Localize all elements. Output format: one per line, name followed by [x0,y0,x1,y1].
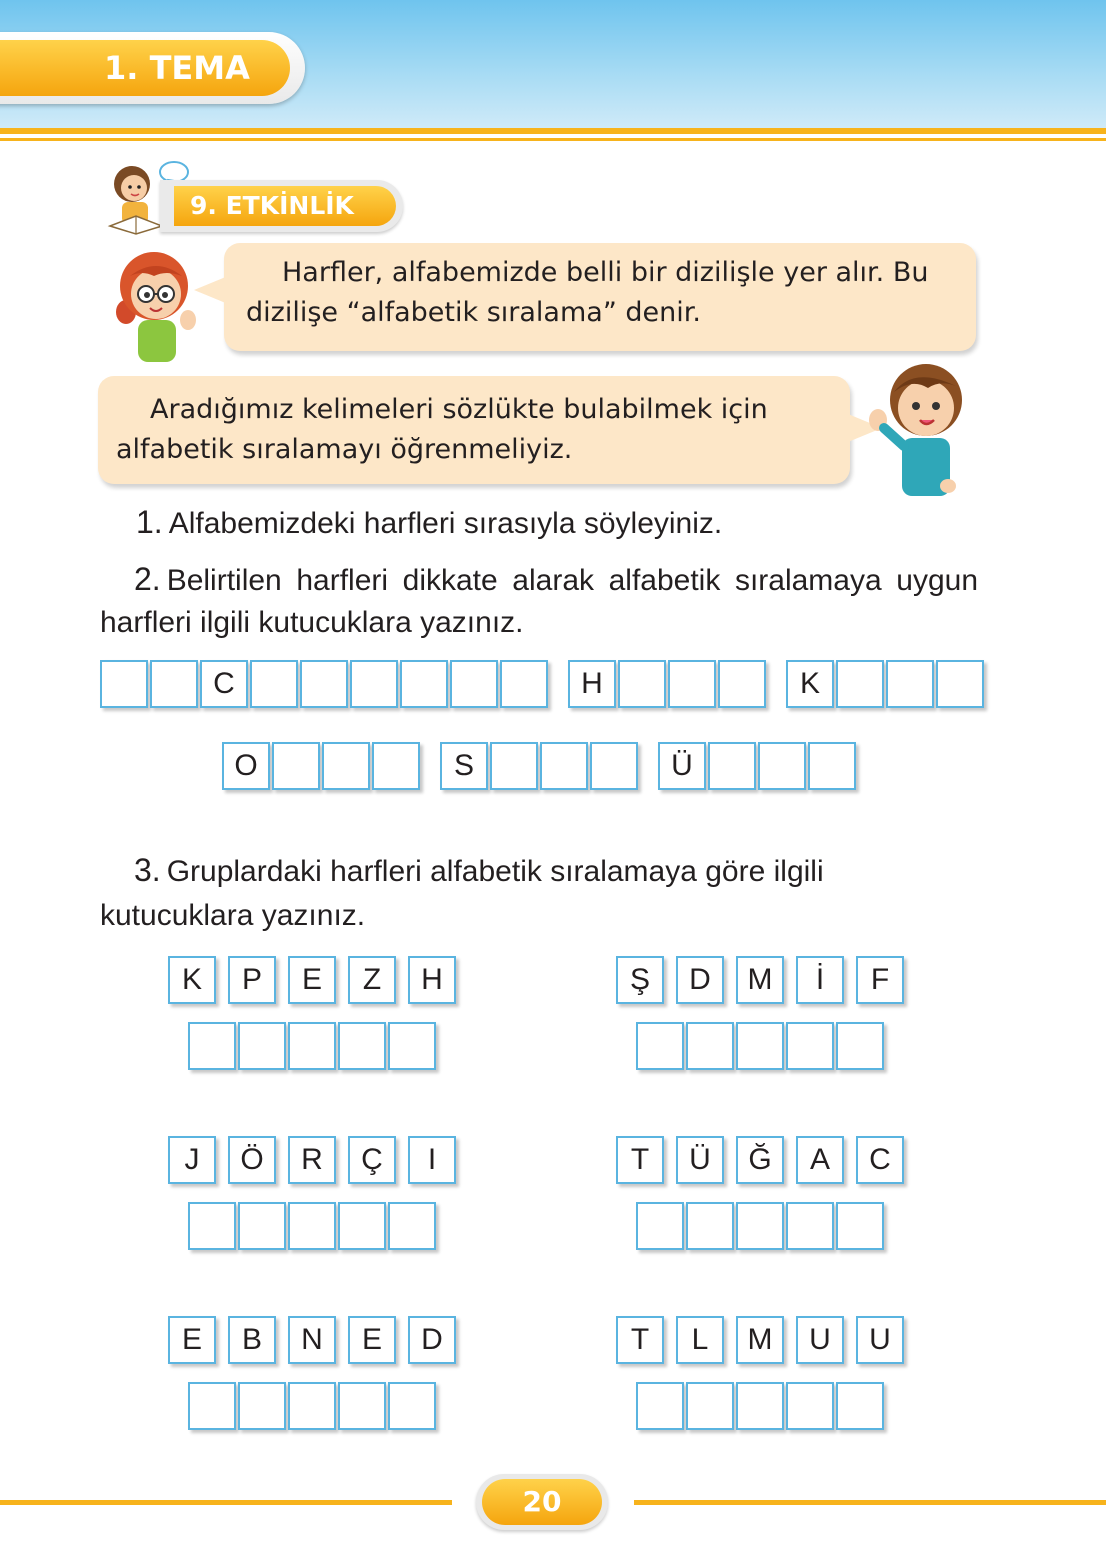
boy-speech-text: Aradığımız kelimeleri sözlükte bulabilmek için alfabetik sıralamayı öğrenmeliyiz. [116,394,768,465]
question-1-text: Alfabemizdeki harfleri sırasıyla söyleyiniz. [168,507,723,540]
group-answer-box[interactable] [238,1022,286,1070]
alphabet-blank-box[interactable] [400,660,448,708]
alphabet-blank-box[interactable] [808,742,856,790]
group-answer-box[interactable] [288,1022,336,1070]
alphabet-letter-box: C [200,660,248,708]
alphabet-letter-box: O [222,742,270,790]
header-divider-thin [0,138,1106,141]
group-answer-box[interactable] [636,1022,684,1070]
group-answer-box[interactable] [636,1382,684,1430]
group-answer-box[interactable] [238,1382,286,1430]
group-letter-box: K [168,956,216,1004]
group-answer-box[interactable] [338,1382,386,1430]
alphabet-letter-box: H [568,660,616,708]
girl-character-illustration [96,246,208,362]
group-letter-box: I [408,1136,456,1184]
activity-badge [160,180,403,232]
group-answer-box[interactable] [636,1202,684,1250]
group-answer-box[interactable] [686,1022,734,1070]
page-number-badge [476,1474,608,1530]
girl-speech-text: Harfler, alfabemizde belli bir dizilişle yer alır. Bu dizilişe “alfabetik sıralama” denir. [246,257,929,328]
alphabet-blank-box[interactable] [272,742,320,790]
group-answer-box[interactable] [388,1382,436,1430]
group-answer-box[interactable] [188,1382,236,1430]
alphabet-blank-box[interactable] [250,660,298,708]
group-answer-box[interactable] [786,1382,834,1430]
question-3-number: 3. [134,852,161,888]
question-1-number: 1. [136,504,163,540]
question-2 [100,558,978,644]
group-answer-box[interactable] [686,1382,734,1430]
alphabet-letter-box: Ü [658,742,706,790]
footer-line-right [634,1500,1106,1505]
theme-title: 1. TEMA [0,40,290,96]
group-letter-box: P [228,956,276,1004]
group-letter-box: T [616,1316,664,1364]
group-answer-box[interactable] [338,1202,386,1250]
girl-bubble-tail [194,276,228,304]
group-answer-box[interactable] [238,1202,286,1250]
group-letter-box: A [796,1136,844,1184]
alphabet-blank-box[interactable] [708,742,756,790]
group-letter-box: E [288,956,336,1004]
group-letter-box: E [168,1316,216,1364]
alphabet-blank-box[interactable] [150,660,198,708]
group-answer-box[interactable] [288,1202,336,1250]
theme-badge [0,32,305,104]
alphabet-blank-box[interactable] [450,660,498,708]
group-letter-box: T [616,1136,664,1184]
group-letter-box: Ş [616,956,664,1004]
question-3 [100,848,978,938]
page-number: 20 [482,1479,602,1525]
footer-line-left [0,1500,452,1505]
alphabet-blank-box[interactable] [300,660,348,708]
alphabet-blank-box[interactable] [350,660,398,708]
group-letter-box: M [736,1316,784,1364]
boy-character-illustration [864,358,976,498]
group-answer-box[interactable] [786,1022,834,1070]
activity-title: 9. ETKİNLİK [174,186,396,226]
group-answer-box[interactable] [736,1382,784,1430]
group-letter-box: Ü [676,1136,724,1184]
alphabet-blank-box[interactable] [590,742,638,790]
alphabet-letter-box: S [440,742,488,790]
group-letter-box: F [856,956,904,1004]
group-answer-box[interactable] [338,1022,386,1070]
group-letter-box: İ [796,956,844,1004]
alphabet-letter-box: K [786,660,834,708]
alphabet-blank-box[interactable] [100,660,148,708]
alphabet-blank-box[interactable] [836,660,884,708]
alphabet-blank-box[interactable] [372,742,420,790]
group-letter-box: U [796,1316,844,1364]
alphabet-blank-box[interactable] [718,660,766,708]
group-answer-box[interactable] [388,1022,436,1070]
group-answer-box[interactable] [836,1382,884,1430]
group-letter-box: J [168,1136,216,1184]
group-letter-box: Ö [228,1136,276,1184]
group-answer-box[interactable] [786,1202,834,1250]
alphabet-blank-box[interactable] [618,660,666,708]
group-answer-box[interactable] [188,1202,236,1250]
group-letter-box: D [676,956,724,1004]
alphabet-blank-box[interactable] [668,660,716,708]
group-answer-box[interactable] [836,1022,884,1070]
group-letter-box: E [348,1316,396,1364]
alphabet-blank-box[interactable] [322,742,370,790]
group-letter-box: Ç [348,1136,396,1184]
group-answer-box[interactable] [836,1202,884,1250]
question-3-text: Gruplardaki harfleri alfabetik sıralamaya göre ilgili kutucuklara yazınız. [100,855,824,932]
group-answer-box[interactable] [736,1022,784,1070]
alphabet-blank-box[interactable] [500,660,548,708]
alphabet-blank-box[interactable] [936,660,984,708]
group-letter-box: Ğ [736,1136,784,1184]
question-2-number: 2. [134,561,161,597]
group-answer-box[interactable] [388,1202,436,1250]
group-letter-box: L [676,1316,724,1364]
header-divider [0,128,1106,134]
group-letter-box: R [288,1136,336,1184]
group-answer-box[interactable] [686,1202,734,1250]
group-letter-box: M [736,956,784,1004]
alphabet-blank-box[interactable] [490,742,538,790]
alphabet-blank-box[interactable] [540,742,588,790]
group-letter-box: H [408,956,456,1004]
group-letter-box: U [856,1316,904,1364]
group-answer-box[interactable] [736,1202,784,1250]
group-letter-box: N [288,1316,336,1364]
alphabet-blank-box[interactable] [886,660,934,708]
group-answer-box[interactable] [188,1022,236,1070]
question-2-text: Belirtilen harfleri dikkate alarak alfabetik sıralamaya uygun harfleri ilgili kutucuklara yazınız. [100,564,978,639]
group-letter-box: B [228,1316,276,1364]
alphabet-blank-box[interactable] [758,742,806,790]
group-answer-box[interactable] [288,1382,336,1430]
boy-speech-bubble [98,376,850,484]
question-1 [136,504,976,541]
girl-speech-bubble [224,243,976,351]
group-letter-box: C [856,1136,904,1184]
group-letter-box: D [408,1316,456,1364]
group-letter-box: Z [348,956,396,1004]
